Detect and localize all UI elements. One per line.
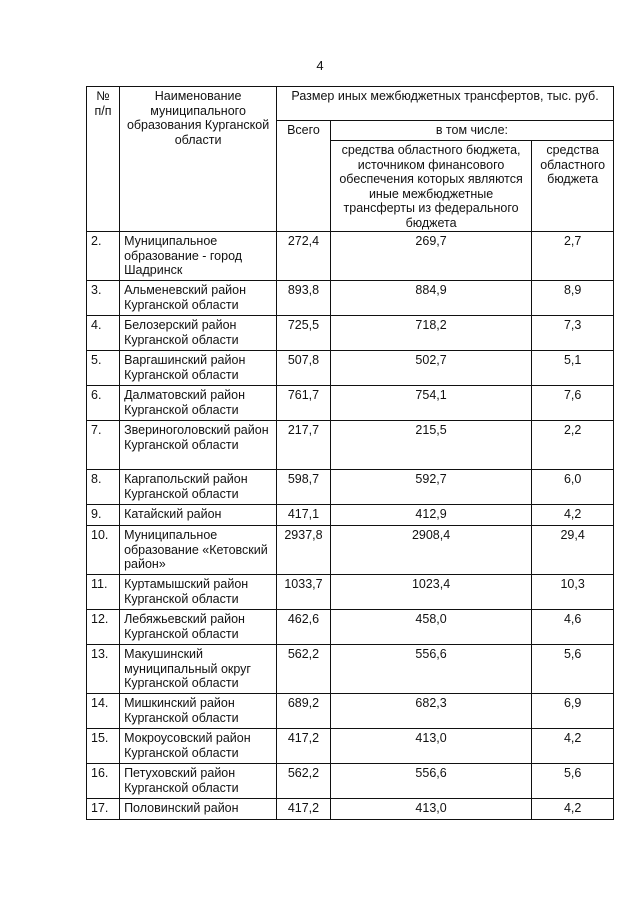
table-row bbox=[87, 505, 614, 526]
regional-value: 6,0 bbox=[532, 470, 614, 505]
total-value: 893,8 bbox=[277, 281, 331, 316]
table-row bbox=[87, 610, 614, 645]
row-number: 5. bbox=[87, 351, 120, 386]
municipality-name: Далматовский район Курганской области bbox=[120, 386, 277, 421]
regional-value: 29,4 bbox=[532, 526, 614, 575]
municipality-name: Мокроусовский район Курганской области bbox=[120, 729, 277, 764]
federal-value: 269,7 bbox=[330, 232, 531, 281]
regional-value: 5,6 bbox=[532, 764, 614, 799]
total-value: 417,1 bbox=[277, 505, 331, 526]
federal-value: 592,7 bbox=[330, 470, 531, 505]
table-row bbox=[87, 526, 614, 575]
header-total: Всего bbox=[277, 121, 331, 232]
federal-value: 718,2 bbox=[330, 316, 531, 351]
federal-value: 2908,4 bbox=[330, 526, 531, 575]
regional-value: 6,9 bbox=[532, 694, 614, 729]
row-number: 4. bbox=[87, 316, 120, 351]
row-number: 2. bbox=[87, 232, 120, 281]
table-row bbox=[87, 386, 614, 421]
federal-value: 412,9 bbox=[330, 505, 531, 526]
table-row bbox=[87, 470, 614, 505]
row-number: 14. bbox=[87, 694, 120, 729]
federal-value: 682,3 bbox=[330, 694, 531, 729]
row-number: 17. bbox=[87, 799, 120, 820]
row-number: 3. bbox=[87, 281, 120, 316]
regional-value: 7,6 bbox=[532, 386, 614, 421]
total-value: 507,8 bbox=[277, 351, 331, 386]
federal-value: 413,0 bbox=[330, 799, 531, 820]
municipality-name: Петуховский район Курганской области bbox=[120, 764, 277, 799]
table-row bbox=[87, 694, 614, 729]
municipality-name: Варгашинский район Курганской области bbox=[120, 351, 277, 386]
total-value: 2937,8 bbox=[277, 526, 331, 575]
municipality-name: Альменевский район Курганской области bbox=[120, 281, 277, 316]
row-number: 10. bbox=[87, 526, 120, 575]
table-row bbox=[87, 316, 614, 351]
row-number: 13. bbox=[87, 645, 120, 694]
row-number: 9. bbox=[87, 505, 120, 526]
total-value: 417,2 bbox=[277, 729, 331, 764]
row-number: 7. bbox=[87, 421, 120, 470]
federal-value: 556,6 bbox=[330, 645, 531, 694]
municipality-name: Куртамышский район Курганской области bbox=[120, 575, 277, 610]
row-number: 11. bbox=[87, 575, 120, 610]
federal-value: 1023,4 bbox=[330, 575, 531, 610]
total-value: 1033,7 bbox=[277, 575, 331, 610]
total-value: 417,2 bbox=[277, 799, 331, 820]
municipality-name: Макушинский муниципальный округ Курганской области bbox=[120, 645, 277, 694]
municipality-name: Каргапольский район Курганской области bbox=[120, 470, 277, 505]
table-row bbox=[87, 232, 614, 281]
federal-value: 215,5 bbox=[330, 421, 531, 470]
header-name: Наименование муниципального образования Курганской области bbox=[120, 87, 277, 232]
federal-value: 413,0 bbox=[330, 729, 531, 764]
federal-value: 458,0 bbox=[330, 610, 531, 645]
transfers-table bbox=[86, 86, 614, 820]
regional-value: 5,6 bbox=[532, 645, 614, 694]
regional-value: 5,1 bbox=[532, 351, 614, 386]
table-row bbox=[87, 575, 614, 610]
regional-value: 4,2 bbox=[532, 729, 614, 764]
municipality-name: Мишкинский район Курганской области bbox=[120, 694, 277, 729]
row-number: 6. bbox=[87, 386, 120, 421]
regional-value: 10,3 bbox=[532, 575, 614, 610]
regional-value: 4,2 bbox=[532, 505, 614, 526]
total-value: 725,5 bbox=[277, 316, 331, 351]
municipality-name: Муниципальное образование «Кетовский район» bbox=[120, 526, 277, 575]
regional-value: 2,2 bbox=[532, 421, 614, 470]
table-row bbox=[87, 645, 614, 694]
table-row bbox=[87, 281, 614, 316]
total-value: 598,7 bbox=[277, 470, 331, 505]
federal-value: 754,1 bbox=[330, 386, 531, 421]
federal-value: 502,7 bbox=[330, 351, 531, 386]
municipality-name: Катайский район bbox=[120, 505, 277, 526]
table-row bbox=[87, 351, 614, 386]
page-number: 4 bbox=[316, 58, 324, 73]
row-number: 16. bbox=[87, 764, 120, 799]
row-number: 15. bbox=[87, 729, 120, 764]
total-value: 761,7 bbox=[277, 386, 331, 421]
municipality-name: Белозерский район Курганской области bbox=[120, 316, 277, 351]
municipality-name: Звериноголовский район Курганской области bbox=[120, 421, 277, 470]
regional-value: 8,9 bbox=[532, 281, 614, 316]
header-federal: средства областного бюджета, источником финансового обеспечения которых являются иные межбюджетные трансферты из федерального бюджета bbox=[330, 141, 531, 232]
table-row bbox=[87, 764, 614, 799]
header-transfers: Размер иных межбюджетных трансфертов, тыс. руб. bbox=[277, 87, 614, 121]
regional-value: 4,2 bbox=[532, 799, 614, 820]
regional-value: 4,6 bbox=[532, 610, 614, 645]
table-row bbox=[87, 421, 614, 470]
header-num: № п/п bbox=[87, 87, 120, 232]
total-value: 689,2 bbox=[277, 694, 331, 729]
row-number: 12. bbox=[87, 610, 120, 645]
header-regional: средства областного бюджета bbox=[532, 141, 614, 232]
municipality-name: Лебяжьевский район Курганской области bbox=[120, 610, 277, 645]
total-value: 562,2 bbox=[277, 764, 331, 799]
federal-value: 884,9 bbox=[330, 281, 531, 316]
row-number: 8. bbox=[87, 470, 120, 505]
table-row bbox=[87, 729, 614, 764]
table-body bbox=[87, 232, 614, 820]
table-row bbox=[87, 799, 614, 820]
table-header bbox=[87, 87, 614, 232]
municipality-name: Муниципальное образование - город Шадринск bbox=[120, 232, 277, 281]
regional-value: 7,3 bbox=[532, 316, 614, 351]
total-value: 217,7 bbox=[277, 421, 331, 470]
federal-value: 556,6 bbox=[330, 764, 531, 799]
total-value: 562,2 bbox=[277, 645, 331, 694]
municipality-name: Половинский район bbox=[120, 799, 277, 820]
regional-value: 2,7 bbox=[532, 232, 614, 281]
header-including: в том числе: bbox=[330, 121, 613, 141]
total-value: 272,4 bbox=[277, 232, 331, 281]
total-value: 462,6 bbox=[277, 610, 331, 645]
